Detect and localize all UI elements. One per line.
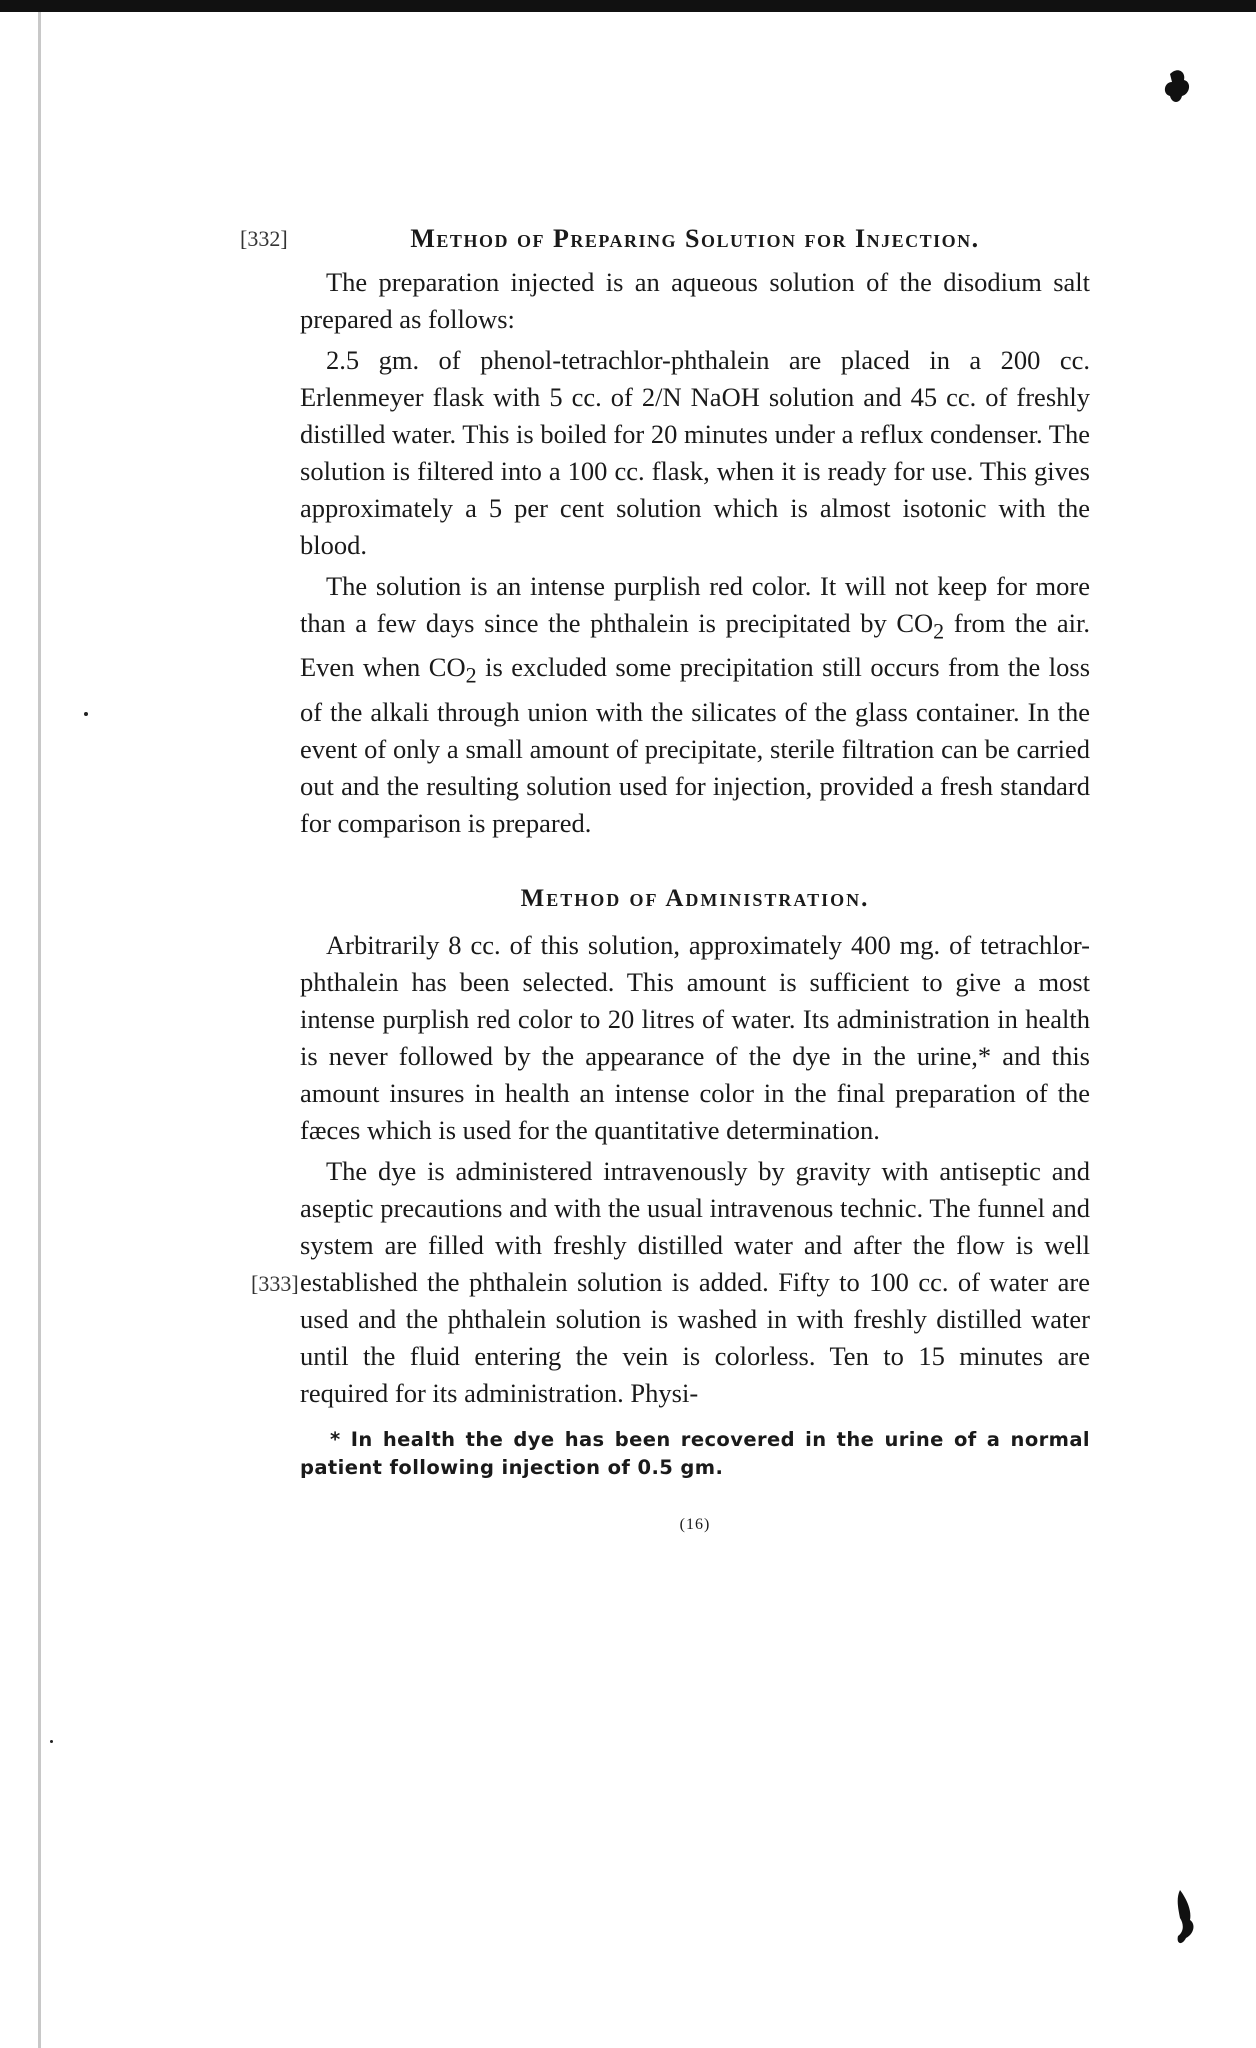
footnote: * In health the dye has been recovered in the urine of a normal patient following injection of 0.5 gm.: [300, 1427, 1090, 1479]
paragraph: 2.5 gm. of phenol-tetrachlor-phthalein are placed in a 200 cc. Erlenmeyer flask with 5 cc. of 2/N NaOH solution and 45 cc. of freshly distilled water. This is boiled for 20 minutes under a reflux condenser. The solution is filtered into a 100 cc. flask, when it is ready for use. This gives approximately a 5 per cent solution which is almost isotonic with the blood.: [300, 345, 1090, 560]
paragraph: [300, 568, 1090, 842]
book-page: [240, 220, 1091, 1543]
subscript: 2: [933, 618, 945, 644]
section-heading: Method of Administration.: [520, 884, 870, 912]
margin-page-reference: [333]: [251, 1270, 299, 1296]
paragraph-text: The solution is an intense purplish red color. It will not keep for more than a few days since the phthalein is precipitated by CO: [300, 571, 1090, 638]
paragraph: [251, 1153, 1090, 1412]
scan-speck: [84, 712, 88, 716]
paragraph: The preparation injected is an aqueous solution of the disodium salt prepared as follows:: [300, 267, 1090, 334]
scan-blot-mark: [1172, 1888, 1200, 1948]
page-title: Method of Preparing Solution for Injection.: [410, 224, 980, 253]
paragraph-text: is excluded some precipitation still occurs from the loss of the alkali through union with the silicates of the glass container. In the event of only a small amount of precipitate, sterile filtration can be carried out and the resulting solution used for injection, provided a fresh standard for comparison is prepared.: [300, 652, 1091, 838]
running-head: [240, 220, 1090, 260]
paragraph-text: The dye is administered intravenously by gravity with antiseptic and aseptic precautions and with the usual intravenous technic. The funnel and system are filled with freshly distilled water and after the flow is well established the phthalein solution is added. Fifty to 100 cc. of water are used and the phthalein solution is washed in with freshly distilled water until the fluid entering the vein is colorless. Ten to 15 minutes are required for its administration. Physi-: [300, 1155, 1090, 1408]
scan-speck: [50, 1740, 53, 1743]
margin-page-reference: [332]: [240, 226, 288, 251]
scan-top-border: [0, 0, 1256, 12]
page-left-edge: [38, 12, 41, 2048]
paragraph-text: from the air. Even when CO: [300, 608, 1090, 683]
subscript: 2: [465, 662, 477, 688]
paragraph: Arbitrarily 8 cc. of this solution, approximately 400 mg. of tetrachlor-phthalein has been selected. This amount is sufficient to give a most intense purplish red color to 20 litres of water. Its administration in health is never followed by the appearance of the dye in the urine,* and this amount insures in health an intense color in the final preparation of the fæces which is used for the quantitative determination.: [300, 929, 1090, 1145]
page-number: (16): [679, 1515, 711, 1533]
scan-blot-mark: [1160, 66, 1194, 106]
